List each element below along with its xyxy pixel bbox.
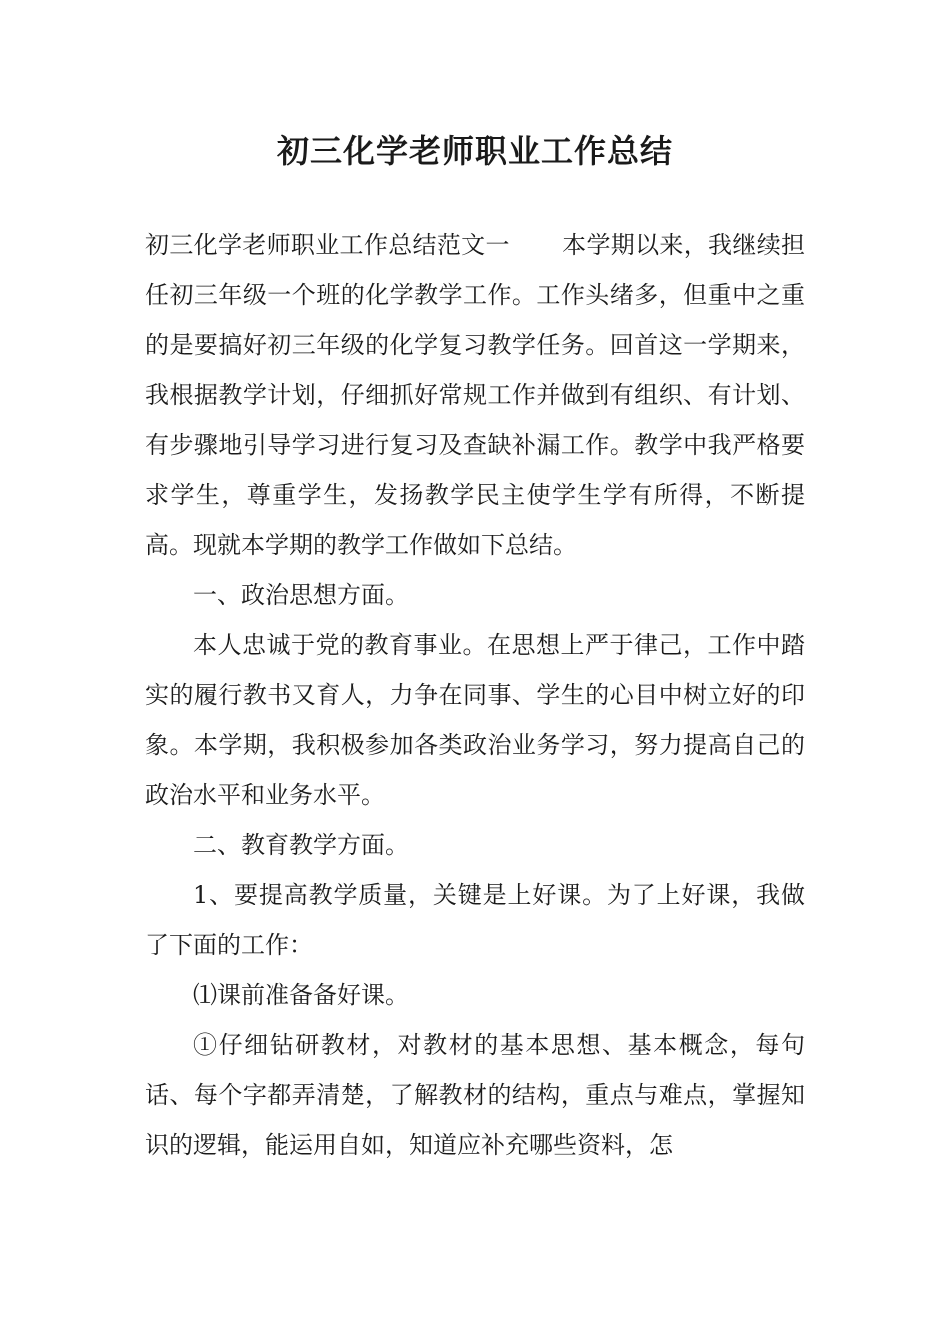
document-title: 初三化学老师职业工作总结 [276,132,673,170]
paragraph-politics: 本人忠诚于党的教育事业。在思想上严于律己，工作中踏实的履行教书又育人，力争在同事、学生的心目中树立好的印象。本学期，我积极参加各类政治业务学习，努力提高自己的政治水平和业务水平。 [145,631,805,809]
paragraph-heading-politics: 一、政治思想方面。 [193,581,409,609]
paragraph-heading-teaching: 二、教育教学方面。 [193,831,409,859]
paragraph-teaching-1: 1、要提高教学质量，关键是上好课。为了上好课，我做了下面的工作： [145,881,805,959]
intro-lead: 初三化学老师职业工作总结范文一 [145,231,510,259]
paragraph-intro [145,220,805,570]
document-body [145,220,805,1170]
intro-text: 本学期以来，我继续担任初三年级一个班的化学教学工作。工作头绪多，但重中之重的是要搞好初三年级的化学复习教学任务。回首这一学期来，我根据教学计划，仔细抓好常规工作并做到有组织、有计划、有步骤地引导学习进行复习及查缺补漏工作。教学中我严格要求学生，尊重学生，发扬教学民主使学生学有所得，不断提高。现就本学期的教学工作做如下总结。 [145,231,806,559]
paragraph-prepare: ⑴课前准备备好课。 [193,981,409,1009]
paragraph-study-materials: ①仔细钻研教材，对教材的基本思想、基本概念，每句话、每个字都弄清楚，了解教材的结构，重点与难点，掌握知识的逻辑，能运用自如，知道应补充哪些资料，怎 [145,1031,805,1159]
